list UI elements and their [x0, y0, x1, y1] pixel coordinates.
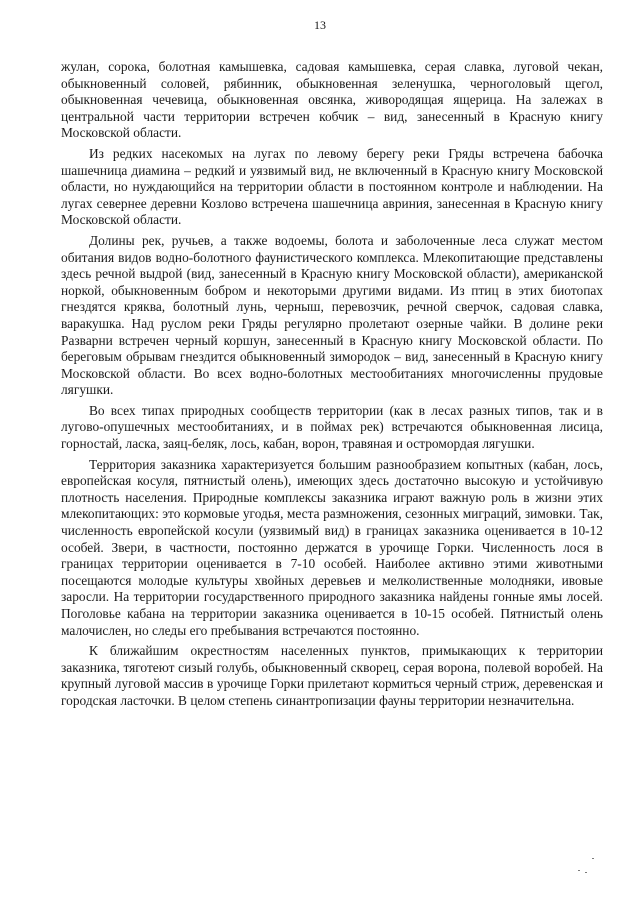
paragraph-species-list: жулан, сорока, болотная камышевка, садовая камышевка, серая славка, луговой чекан, обыкновенный соловей, рябинник, обыкновенная зеленушка, черноголовый щегол, обыкновенная чечевица, обыкновенная овсянка, живородящая ящерица. На залежах в центральной части территории встречен кобчик – вид, занесенный в Красную книгу Московской области.	[61, 59, 603, 141]
page-number: 13	[314, 18, 326, 32]
paragraph-synanthropic-birds: К ближайшим окрестностям населенных пунктов, примыкающих к территории заказника, тяготеют сизый голубь, обыкновенный скворец, серая ворона, полевой воробей. На крупный луговой массив в урочище Горки прилетают кормиться черный стриж, деревенская и городская ласточки. В целом степень синантропизации фауны территории незначительна.	[61, 643, 603, 708]
paragraph-ungulates: Территория заказника характеризуется большим разнообразием копытных (кабан, лось, европейская косуля, пятнистый олень), имеющих здесь достаточно высокую и устойчивую плотность населения. Природные комплексы заказника играют важную роль в жизни этих млекопитающих: это кормовые угодья, места размножения, сезонных миграций, зимовки. Так, численность европейской косули (уязвимый вид) в границах заказника оценивается в 10-12 особей. Звери, в частности, постоянно держатся в урочище Горки. Численность лося в границах территории оценивается в 7-10 особей. Наиболее активно этими животными посещаются молодые культуры хвойных деревьев и мелколиственные молодняки, ивовые заросли. На территории государственного природного заказника найдены гонные ямы лосей. Поголовье кабана на территории заказника оценивается в 10-15 особей. Пятнистый олень малочислен, но следы его пребывания встречаются постоянно.	[61, 456, 603, 638]
paragraph-wetland-fauna: Долины рек, ручьев, а также водоемы, болота и заболоченные леса служат местом обитания видов водно-болотного фаунистического комплекса. Млекопитающие представлены здесь речной выдрой (вид, занесенный в Красную книгу Московской области), американской норкой, обыкновенным бобром и некоторыми другими видами. Из птиц в этих биотопах гнездятся кряква, болотный лунь, черныш, перевозчик, речной сверчок, садовая славка, варакушка. Над руслом реки Гряды регулярно пролетают озерные чайки. В долине реки Разварни встречен черный коршун, занесенный в Красную книгу Московской области. По береговым обрывам гнездится обыкновенный зимородок – вид, занесенный в Красную книгу Московской области. Во всех водно-болотных местообитаниях многочисленны прудовые лягушки.	[61, 232, 603, 398]
paragraph-common-species: Во всех типах природных сообществ территории (как в лесах разных типов, так и в лугово-опушечных местообитаниях, и в поймах рек) встречаются обыкновенная лисица, горностай, ласка, заяц-беляк, лось, кабан, ворон, травяная и остромордая лягушки.	[61, 402, 603, 452]
paragraph-rare-insects: Из редких насекомых на лугах по левому берегу реки Гряды встречена бабочка шашечница диамина – редкий и уязвимый вид, не включенный в Красную книгу Московской области, но нуждающийся на территории области в постоянном контроле и наблюдении. На лугах севернее деревни Козлово встречена шашечница авриния, занесенная в Красную книгу Московской области.	[61, 145, 603, 228]
document-body	[61, 59, 603, 714]
scan-artifact-dots	[578, 858, 598, 878]
